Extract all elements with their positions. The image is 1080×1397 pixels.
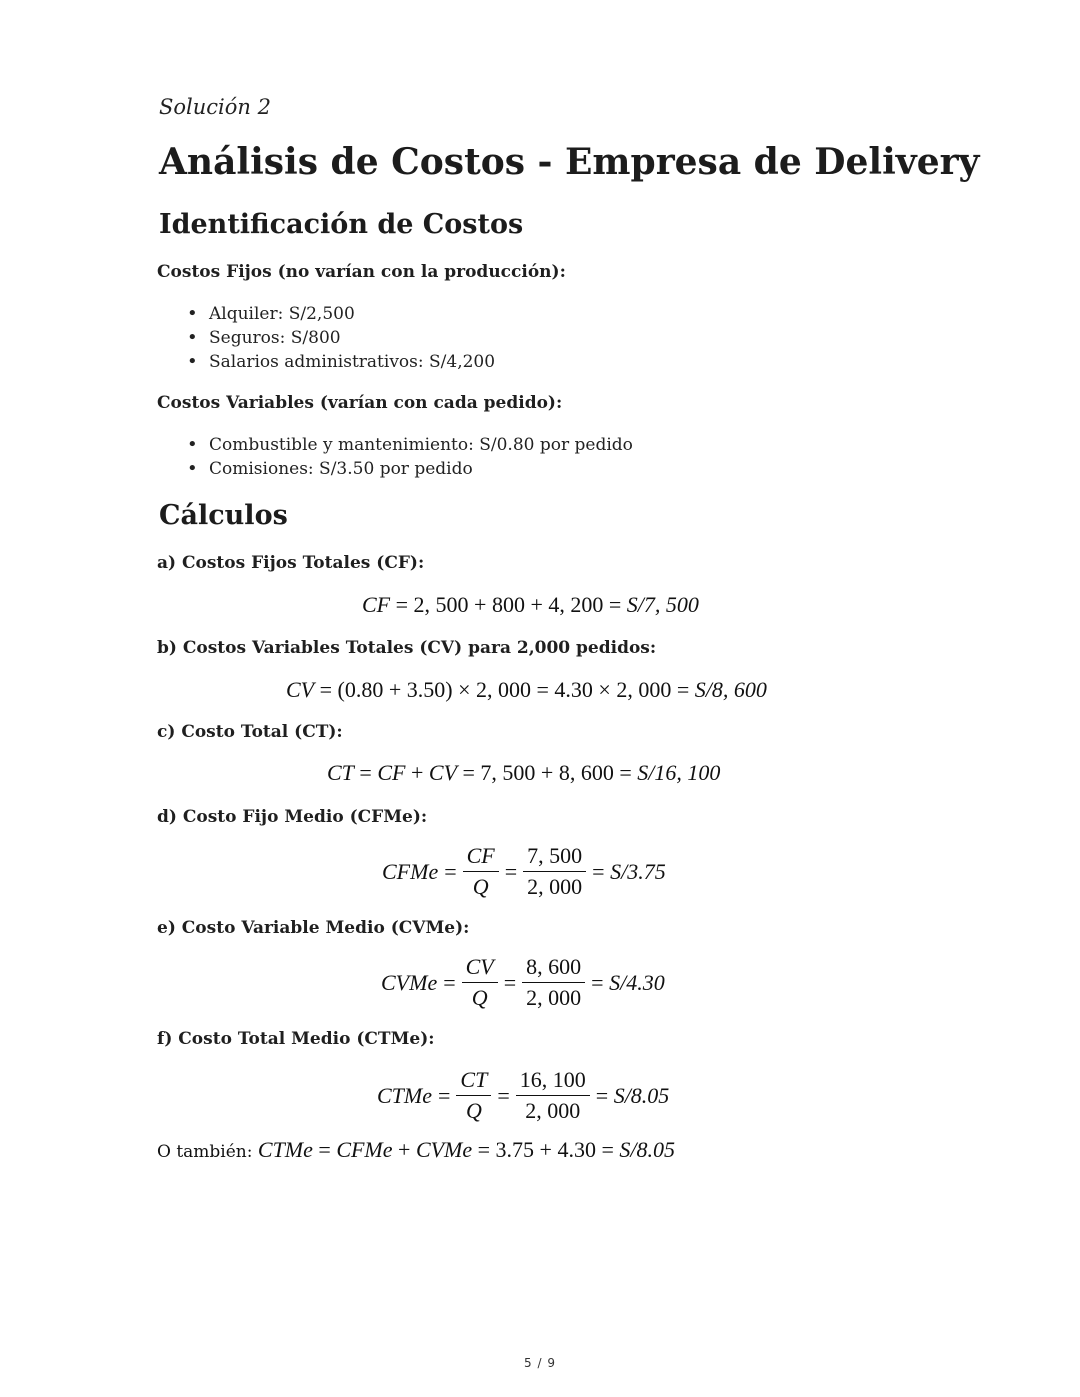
eq-operator: = [504, 858, 518, 884]
calc-e-label: e) Costo Variable Medio (CVMe): [157, 918, 470, 938]
eq-term: CF [377, 760, 406, 785]
eq-result: S/3.75 [610, 858, 666, 884]
eq-expression: = 7, 500 + 8, 600 = [462, 760, 638, 785]
equation-ctme [377, 1067, 669, 1124]
fraction [522, 954, 585, 1011]
list-item: • Salarios administrativos: S/4,200 [157, 350, 495, 374]
eq-term: CTMe [377, 1082, 432, 1108]
eq-result: S/8.05 [619, 1137, 675, 1162]
fraction [463, 843, 499, 900]
fraction [516, 1067, 590, 1124]
eq-term: CV [428, 760, 458, 785]
fraction [462, 954, 498, 1011]
list-item: • Comisiones: S/3.50 por pedido [157, 457, 633, 481]
calc-b-label: b) Costos Variables Totales (CV) para 2,000 pedidos: [157, 638, 657, 658]
eq-result: S/7, 500 [626, 592, 699, 617]
fraction-denominator: 2, 000 [527, 874, 583, 899]
calc-c-label: c) Costo Total (CT): [157, 722, 343, 742]
eq-operator: = [438, 1082, 451, 1108]
eq-term: CFMe [382, 858, 439, 884]
eq-term: CV [286, 677, 315, 702]
eq-term: CFMe [336, 1137, 393, 1162]
eq-operator: = [591, 969, 610, 995]
list-item: • Seguros: S/800 [157, 326, 495, 350]
fraction [456, 1067, 491, 1124]
page-number: 5 / 9 [524, 1356, 556, 1370]
eq-operator: = [312, 1137, 337, 1162]
list-item: • Combustible y mantenimiento: S/0.80 por pedido [157, 433, 633, 457]
eq-result: S/8.05 [613, 1082, 670, 1108]
list-item: • Alquiler: S/2,500 [157, 302, 495, 326]
fixed-costs-list [157, 302, 495, 374]
eq-operator: = [444, 858, 457, 884]
fraction-numerator: CF [463, 843, 499, 872]
fraction-numerator: 8, 600 [522, 954, 585, 983]
section-heading-identification: Identificación de Costos [159, 209, 524, 240]
eq-term: CVMe [381, 969, 438, 995]
eq-operator: = [595, 1082, 614, 1108]
eq-operator: = [592, 858, 611, 884]
calc-a-label: a) Costos Fijos Totales (CF): [157, 553, 425, 573]
calc-d-label: d) Costo Fijo Medio (CFMe): [157, 807, 428, 827]
page-title: Análisis de Costos - Empresa de Delivery [159, 141, 980, 183]
eq-operator: + [410, 760, 424, 785]
equation-cv [286, 677, 767, 703]
variable-costs-list [157, 433, 633, 481]
fraction-numerator: CV [462, 954, 498, 983]
eq-operator: = [359, 760, 372, 785]
eq-operator: + [392, 1137, 416, 1162]
eq-term: CVMe [415, 1137, 473, 1162]
equation-cf [362, 592, 699, 618]
equation-cfme [382, 843, 666, 900]
equation-ct [327, 760, 720, 786]
equation-cvme [381, 954, 665, 1011]
eq-operator: = [443, 969, 456, 995]
fraction-numerator: CT [456, 1067, 491, 1096]
eq-term: CTMe [257, 1137, 313, 1162]
eq-term: CF [362, 592, 391, 617]
fraction-numerator: 7, 500 [523, 843, 586, 872]
alt-prefix: O también: [157, 1142, 258, 1162]
variable-costs-label: Costos Variables (varían con cada pedido): [157, 393, 563, 413]
fixed-costs-label: Costos Fijos (no varían con la producción): [157, 262, 566, 282]
eq-expression: = 2, 500 + 800 + 4, 200 = [395, 592, 627, 617]
fraction-numerator: 16, 100 [516, 1067, 590, 1096]
equation-ctme-alternative [157, 1137, 675, 1163]
fraction-denominator: Q [465, 1098, 482, 1123]
eq-expression: = 3.75 + 4.30 = [472, 1137, 620, 1162]
eq-operator: = [497, 1082, 510, 1108]
eq-result: S/4.30 [609, 969, 665, 995]
fraction-denominator: 2, 000 [526, 985, 582, 1010]
fraction-denominator: 2, 000 [525, 1098, 581, 1123]
eq-expression: = (0.80 + 3.50) × 2, 000 = 4.30 × 2, 000 = [319, 677, 695, 702]
eq-result: S/8, 600 [694, 677, 767, 702]
eq-operator: = [503, 969, 517, 995]
fraction [523, 843, 586, 900]
fraction-denominator: Q [471, 985, 488, 1010]
eq-term: CT [327, 760, 354, 785]
fraction-denominator: Q [472, 874, 489, 899]
section-heading-calculations: Cálculos [159, 500, 288, 531]
solution-label: Solución 2 [159, 95, 271, 119]
calc-f-label: f) Costo Total Medio (CTMe): [157, 1029, 435, 1049]
eq-result: S/16, 100 [637, 760, 721, 785]
